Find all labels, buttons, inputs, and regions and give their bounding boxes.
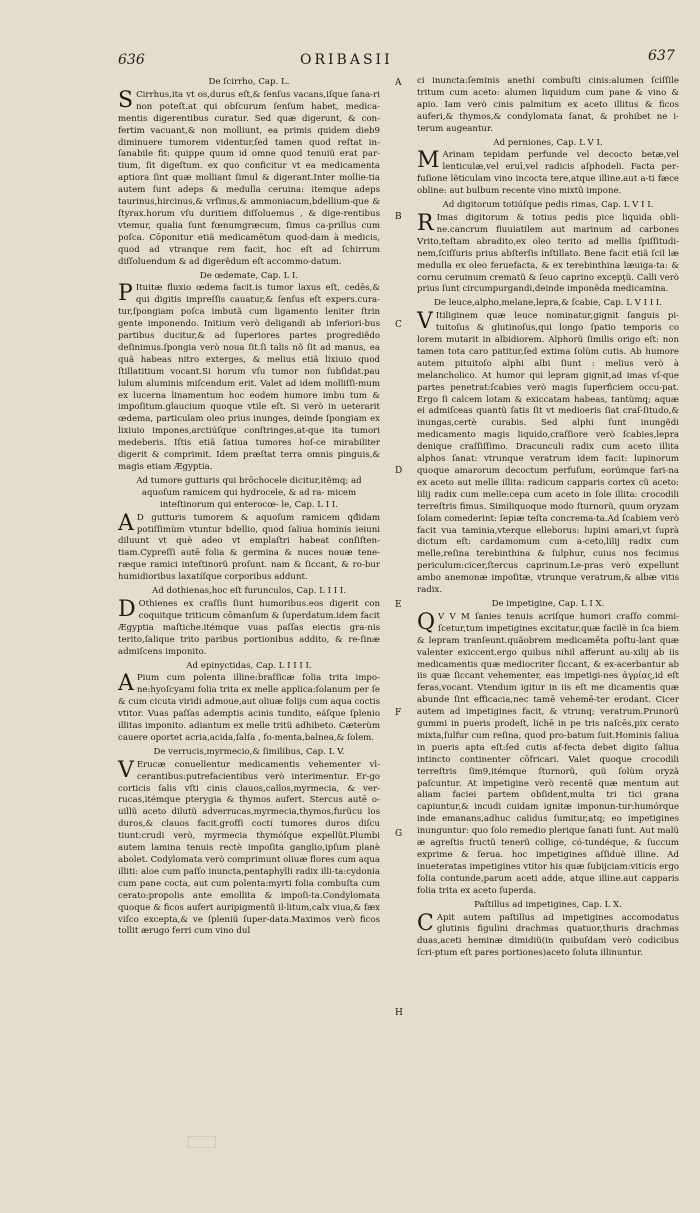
chapter-heading: De leuce,alpho,melane,lepra,& ſcabie, Cap. L V I I I. [434,298,662,309]
drop-cap: V [118,757,134,783]
right-page-number: 637 [648,48,675,64]
paragraph [118,757,380,939]
paragraph-text: Othienes ex craſſis ſiunt humoribus.eos digerit con coquitque triticum cōmanſum & ſuperdatum.idem facit Ægyptia maſtiche.itémque vuas paſſas eiectis gra-nis terito,ſalique trito paribus portionibus addito, & re-ſinæ admiſcens imponito. [118,598,380,657]
drop-cap: D [118,596,136,622]
drop-cap: P [118,281,133,307]
chapter-heading: Ad perniones, Cap. L V I. [493,137,603,148]
margin-letter: E [395,600,402,610]
paragraph [417,311,679,597]
paragraph-text: Apit autem paſtillus ad impetigines accomodatus glutinis figulini drachmas quatuor,thuris drachmas duas,aceti heminæ dimidiũ(in quibuſdam verò codicibus ſcri-ptum eſt pares portiones)aceto ſoluta illinuntur. [417,912,679,959]
chapter-heading: De verrucis,myrmecio,& ſimilibus, Cap. L V. [153,746,345,757]
paragraph [417,76,679,136]
margin-letter: C [395,320,402,330]
paragraph [118,673,380,744]
chapter-heading: Ad digitorum totiúſque pedis rimas, Cap. L V I I. [442,200,654,211]
left-page-number: 636 [118,52,145,68]
drop-cap: V [417,309,433,335]
running-head: ORIBASII [300,52,393,68]
paragraph [417,150,679,198]
drop-cap: Q [417,609,436,635]
paragraph-text: Erucæ conuellentur medicamentis vehementer vl-cerantibus:putrefacientibus verò interimentur. Er-go corticis ſalis vſti cinis clauos,callos,myrmecia, & ver-rucas,itémque pterygia & thymos aufert. Stercus autē o-uillũ aceto dilutũ adverrucas,myrmecia,thymos,furũcu los duros,& clauos facit.grofſi coctí tumores duros diſcu tiunt:crudi verò, myrmecia thymóſque expellũt.Plumbi autem lamina tenuis rectè impoſita ganglio,ipſum planè abolet. Codylomata verò comprimunt oliuæ flores cum aqua illiti: aloe cum paſſo inuncta,pentaphylli radix illi-ta:cydonia cum pane cocta, aut cum polenta:myrti folia combuſta cum cerato:propolis ante emollita & impoſi-ta.Condylomata quoque & ficos aufert auripigmentũ il-litum,calx viua,& fæx viſco excepta,& ve ſpleniũ ſuper-data.Maximos verò ficos tollit ærugo ferri cum vino dul [118,759,380,937]
margin-letter: G [395,829,403,839]
margin-letter: D [395,466,403,476]
drop-cap: A [118,510,134,536]
paragraph [417,609,679,898]
paragraph [118,510,380,584]
chapter-heading: Ad epinyctidas, Cap. L I I I I. [186,660,312,671]
margin-letter: B [395,212,402,222]
paragraph [118,283,380,474]
drop-cap: S [118,87,134,113]
chapter-heading: Ad tumore gutturis qui brōchocele dicitur,itẽmq; ad aquoſum ramicem qui hydrocele, & ad ra- micem inteſtinorum qui enterocœ- le, Cap. L I I. [136,475,362,510]
margin-letter: F [395,708,402,718]
margin-letter: H [395,1008,403,1018]
paragraph [118,87,380,269]
library-stamp-icon [188,1136,216,1148]
drop-cap: M [417,148,440,174]
paragraph [417,210,679,296]
paragraph-text: Pium cum polenta illine:braſſicæ folia trita impo-ne:hyoſcyami folia trita ex melle applica:ſolanum per ſe & cum cicuta viridi admoue,aut oliuæ folijs cum aqua coctis vtitor. Vuas paſſas ademptis acinis tundito, eáſque ſplenio illitas imponito. adiantum ex melle tritũ adhibeto. Cæterùm cauere oportet acria,acida,ſalſa , fo-menta,balnea,& ſolem. [118,673,380,743]
paragraph-text: Imas digitorum & totius pedis pice liquida obli-ne.cancrum fluuiatilem aut marinum ad carbones Vrito,teſtam abradito,ex oleo terito ad mellis ſpiſſitudi-nem,ſciſſuris prius abſterſis inſtillato. Bene facit etiã ſcil læ medulla ex oleo feruefacta, & ex terebinthina læuiga-ta: & cornu ceruinum crematũ & ſeuo caprino excepţũ. Calli verò prius ſunt circumpurgandi,deinde imponẽda medicamina. [417,212,679,295]
paragraph-text: Cirrhus,ita vt os,durus eſt,& ſenſus vacans,iſque ſana-ri non poteſt.at qui obſcurum ſenſum habet, medica-mentis digerentibus curatur. Sed quæ digerunt, & con-fertim vacuant,& non molliunt, ea primis quidem dieb9 diminuere tumorem videntur,ſed tamen quod reſtat in-ſanabile fit: quippe quum id omne quod tenuiũ erat par-tium, ſit digeſtum. ex quo conficitur vt ea medicamenta aptiora ſint quæ molliant ſimul & digerant.Inter mollie-tia autem ſunt adeps & medulla ceruina: itemque adeps taurinus,hircinus,& vrſinus,& ammoniacum,bdellium-que & ſtyrax.horum vſu duritiem diſſoluemus , & dige-rentibus vtemur, qualia ſunt fœnumgræcum, ſimus ca-prillus cum poſca. Cōponitur etiã medicamētum quod-dam à medicis, quod ad vtranque rem facit, hoc eſt ad ſchirrum diſſoluendum & ad digerẽdum eſt accommo-datum. [118,89,380,267]
page-header [0,48,700,72]
paragraph [417,910,679,961]
chapter-heading: De œdemate, Cap. L I. [199,270,299,281]
drop-cap: R [417,210,434,236]
paragraph-text: Arinam tepidam perfunde vel decocto betæ,vel lenticulæ,vel eruī,vel radicis aſphodeli. Facta per-fuſione lẽticulam vino incocta tere,atque illine.aut a-ti fæce obline: aut bulbum recente vino mixtũ impone. [417,150,679,197]
paragraph-text: Itiliginem quæ leuce nominatur,gignit ſanguis pi-tuitoſus & glutinoſus,qui longo ſpatio temporis co lorem mutarit in albidiorem. Alphorũ ſimilis origo eſt: non tamen tota caro patitur,ſed extima ſolùm cutis. Ab humore autem pituitoſo alphi albi ſiunt : melius verò à melancholico. At humor qui lepram gignit,ad imas vſ-que partes penetrat:ſcabies verò magis ſuperficiem occu-pat. Ergo ſi calcem lotam & exiccatam habeas, tantùmq; aquæ ei admiſceas quantũ ſatis ſit vt medioeris ſiat craſ-ſitudo,& inungas,certè curabis. Sed alphi ſunt inungẽdi medicamento magis liquido,craſſiore verò ſcabies,lepra denique craſſiſſimo. Dracunculi radix cum aceto illita alphos ſanat: vtrunque veratrum idem facit: lupinorum quoque amarorum decoctum perfuſum, eorúmque fari-na ex aceto aut melle illita: radicum capparis cortex cũ aceto: lilij radix cum melle:cepa cum aceto in ſole illita: crocodili terreſtris fimus. Similiquoque modo ſturnorũ, quum oryzam ſolam comederint: ſepiæ teſta concrema-ta.Ad ſcabiem verò facit vua taminia,vterque elleborus: lupini amari,vt ſuprà dictum eſt: cardamomum cum a-ceto,lilij radix cum melle,reſina terebinthina & ſulphur, cuius nos fecimus periculum:cicer,ſtercus caprinum.Le-pras verò expellunt ambo anemonæ impoſitæ, vtrunque veratrum,& albæ vitis radix. [417,311,679,596]
paragraph-text: D gutturis tumorem & aquoſum ramicem qđidam potiſſimùm vtuntur bdellio, quod ſaliua hominis ieiuni diluunt vt què adeo vt emplaſtri habeat conſiſten-tiam.Cypreſſi autē folia & germina & nuces nouæ tene-ræque ramici inteſtinorũ proſunt. nam & ſiccant, & ro-bur humidioribus laxatíſque corporibus addunt. [118,512,380,583]
drop-cap: C [417,910,434,936]
chapter-heading: Ad dothienas,hoc eſt furunculos, Cap. L I I I. [152,586,346,597]
paragraph-text: ci inuncta:ſeminis anethi combuſti cinis:alumen ſciſſile tritum cum aceto: alumen liquidum cum pane & vino & apio. Iam verò cinis palmitum ex aceto illitus & ficos auferi,& thymos,& condylomata ſanat, & prohibet ne i-terum augeantur. [417,76,679,134]
left-column [118,76,380,940]
right-column [417,76,679,962]
chapter-heading: De ſcirrho, Cap. L. [208,77,290,87]
paragraph-text: V V M ſanies tenuis acriſque humori craſſo commi-ſcetur,tum impetigines excitatur,quæ facilè in ſca biem & lepram tranſeunt.quãobrem medicamēta poſtu-lant quæ valenter exiccent.ergo quibus nihil afferunt au-xilij ab iis medicamentis quæ mediocriter ſiccant, & ex-acerbantur ab iis quæ ſiccant vehementer, eas impetigi-nes ἀγρίας,id eſt feras,vocant. Vtendum igitur in iis eſt me dicamentis quæ abunde ſint efficacia,nec tamē vehemē-ter erodant. Cicer autem ad impetigines facit, & vtrunq; veratrum.Prunorũ gummi in pueris prodeſt, lichē in pe tris naſcēs,pix cerato mixta,ſulfur cum reſina, quod pro-batum ſuit.Hominis ſaliua in pueris apta eſt:ſed cutis af-fecta debet digito ſaliua intincto continenter cōfricari. Valet quoque crocodili terreſtris ſim9,itémque ſturnorũ, quũ ſolùm oryzã paſcuntur. At impetigine verò recentē quæ mentum aut aliam faciei partem obſident,multa tri tici grana capiuntur,& incudi cuidam ignitæ imponun-tur:humórque inde emanans,adhuc calidus ſumitur,atq; eo impetigines inunguntur: quo ſolo remedio plerique ſanati ſunt. Aut malũ æ agreſtis fructũ tenerũ collige, có-tundéque, & ſuccum exprime & ſerua. hoc impetigines aſſiduè illine. Ad inueteratas impetigines vtitor his quæ ſubijciam:viticis ergo folia contunde,parum aceti adde, atque illine.aut capparis folia trita ex aceto ſuperda. [417,611,679,896]
drop-cap: A [118,671,134,697]
chapter-heading: De impetigine, Cap. L I X. [491,598,605,609]
margin-letter: A [395,78,402,88]
paragraph-text: Ituitæ fluxio œdema facit.is tumor laxus eſt, cedēs,& qui digitis impreſſis cauatur,& ſenſus eſt expers.cura-tur,ſpongiam poſca imbutã cum ligamento leniter ſtrin gente imponendo. Initium verò deligandi ab inferiori-bus partibus ducitur,& ad ſuperiores partes progrediẽdo deſinimus.ſpongia verò noua ſit.ſi talis nõ ſit ad manus, ea quã habeas nitro exterges, & melius etiã lixiuio quod ſtillatitium vocant.Si horum vſu tumor non ſubſidat.pau lulum aluminis miſcendum erit. Valet ad idem molliſſi-mum ex lucerna linamentum hoc eodem humore imbu tum & impoſitum.glaucium quoque vtile eſt. Si verò in ueterarit œdema, particulam oleo prius inunges, deinde ſpongiam ex lixiuio impones,arctiúſque conſtringes,at-que ita tumori medeberis. Iſtis etiã ſatiua tumores hoſ-ce mirabiliter digerit & comprimit. Idem præſtat terra omnis pinguis,& magis etiam Ægyptia. [118,283,380,472]
chapter-heading: Paſtillus ad impetigines, Cap. L X. [474,899,622,910]
paragraph [118,596,380,659]
